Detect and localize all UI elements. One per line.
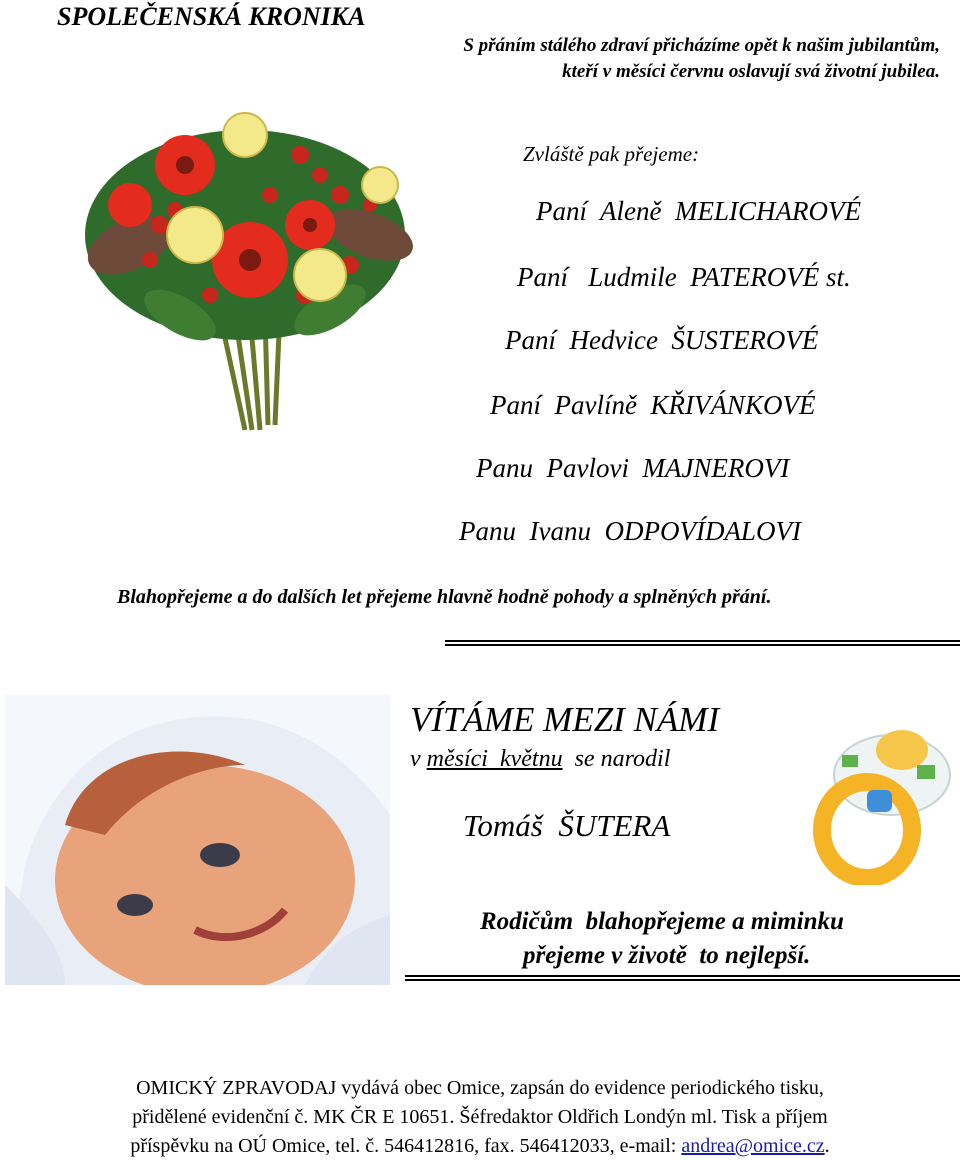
footer-line: OMICKÝ ZPRAVODAJ vydává obec Omice, zapsán do evidence periodického tisku, (136, 1077, 824, 1099)
footer-period: . (824, 1135, 830, 1157)
footer-line: přidělené evidenční č. MK ČR E 10651. Šéfredaktor Oldřich Londýn ml. Tisk a příjem (132, 1106, 828, 1128)
divider (405, 975, 960, 977)
divider (405, 979, 960, 981)
jubilant-name: Paní Hedvice ŠUSTEROVÉ (505, 325, 819, 355)
publisher-footer (0, 1074, 960, 1161)
jubilee-intro: S přáním stálého zdraví přicházíme opět k našim jubilantům, kteří v měsíci červnu oslavují svá životní jubilea. (463, 35, 940, 82)
special-wishes-label: Zvláště pak přejeme: (523, 142, 700, 166)
birth-prefix: v (410, 746, 427, 772)
divider (445, 644, 960, 646)
jubilant-name: Panu Ivanu ODPOVÍDALOVI (459, 516, 801, 546)
jubilant-name: Paní Pavlíně KŘIVÁNKOVÉ (490, 390, 816, 420)
divider (445, 640, 960, 642)
jubilant-name: Panu Pavlovi MAJNEROVI (476, 453, 790, 483)
birth-month: měsíci květnu (426, 746, 563, 772)
baby-name: Tomáš ŠUTERA (463, 808, 671, 843)
pacifier-icon (812, 725, 952, 885)
parents-congratulation-line1: Rodičům blahopřejeme a miminku (480, 908, 844, 935)
birthday-wish: Blahopřejeme a do dalších let přejeme hlavně hodně pohody a splněných přání. (117, 586, 772, 608)
parents-congratulation-line2: přejeme v životě to nejlepší. (523, 942, 811, 969)
birth-announcement (410, 746, 670, 773)
flower-bouquet-icon (70, 85, 420, 435)
footer-line (0, 1132, 960, 1161)
birth-suffix: se narodil (562, 746, 671, 772)
jubilant-name: Paní Aleně MELICHAROVÉ (536, 196, 861, 226)
footer-contact: příspěvku na OÚ Omice, tel. č. 546412816, fax. 546412033, e-mail: (130, 1135, 682, 1157)
baby-photo-icon (5, 695, 390, 985)
email-link[interactable]: andrea@omice.cz (681, 1135, 825, 1157)
birth-heading: VÍTÁME MEZI NÁMI (410, 700, 720, 739)
page-title: SPOLEČENSKÁ KRONIKA (57, 2, 366, 31)
jubilant-name: Paní Ludmile PATEROVÉ st. (517, 262, 851, 292)
